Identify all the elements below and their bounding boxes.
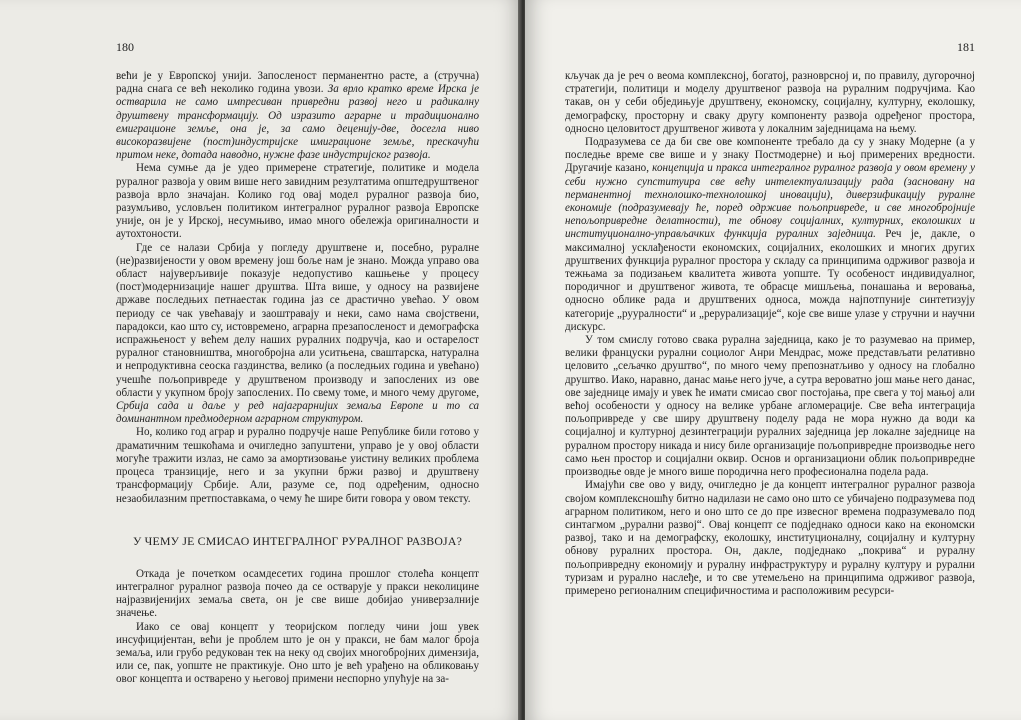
paragraph (116, 426, 479, 505)
text-run: Нема сумње да је удео примерене стратегије, политике и модела руралног развоја у овим више него завидним резултатима општедруштвеног развоја врло значајан. Колико год овај модел руралног развоја био, разумљиво, условљен политиком интегралног руралног развоја Европске уније, он је у Ирској, несумњиво, имао много обележја оригиналности и аутохтоности. (116, 162, 479, 241)
paragraph (565, 136, 975, 334)
text-run: кључак да је реч о веома комплексној, богатој, разноврсној и, по правилу, дугорочној стратегији, политици и моделу друштвеног развоја на руралним подручјима. Као такав, он у себи обједињује друштвену, економску, социјалну, културну, еколошку, демографску, просторну и сваку другу компоненту развоја одређеног простора, односно целовитост друштвеног живота у локалним заједницама на њему. (565, 70, 975, 135)
right-page (525, 0, 1021, 720)
text-run: већи је у Европској унији. Запосленост перманентно расте, а (стручна) радна снага се већ неколико година увози. (116, 70, 479, 96)
text-run: У том смислу готово свака рурална заједница, како је то разумевао на пример, велики француски рурални социолог Анри Мендрас, може представљати релативно целовито „сељачко друштво“, по много чему препознатљиво у односу на глобално друштво. Иако, наравно, данас мање него јуче, а сутра вероватно још мање него данас, ове заједнице имају и увек ће имати смисао свог постојања, пре свега у тој мањој али већој особености у односу на велике урбане агломерације. Све већа интеграција пољопривреде у све ширу друштвену поделу рада не мора нужно да води ка социјалној и културној дезинтеграцији руралних заједница јер локалне заједнице на руралном простору никада и нису биле организације пољопривредне производње него само њен простор и социјални оквир. Основ и организациони облик пољопривредне производње овде је много више породична него професионална подела рада. (565, 334, 975, 479)
paragraph (565, 334, 975, 479)
text-run: Иако се овај концепт у теоријском погледу чини још увек инсуфицијентан, већи је проблем што је он у пракси, не бам малог броја земаља, или грубо редукован тек на неку од својих многобројних димензија, или се, пак, уопште не практикује. Оно што је већ урађено на обликовању овог концепта и остварено у његовој примени неспорно упућује на за- (116, 620, 479, 686)
page-number: 181 (957, 40, 975, 54)
italic-text: За врло кратко време Ирска је остварила не само импресиван привредни развој него и радикалну друштвену трансформацију. Од изразито аграрне и традиционално емиграционе земље, она је, за само деценију-две, досегла ниво високоразвијене (пост)индустријске имиграционе земље, прескачући притом неке, дотада наводно, нужне фазе индустријског развоја. (116, 83, 479, 162)
left-page-body (116, 70, 479, 506)
text-run: Но, колико год аграр и рурално подручје наше Републике били готово у драматичним тешкоћама и очигледно запуштени, управо је у овој области могуће тражити излаз, не само за амортизовање уистину великих проблема процеса транзиције, него и за укупни бржи развој и друштвену трансформацију Србије. Али, разуме се, под одређеним, односно незаобилазним претпоставкама, о чему ће шире бити говора у овом тексту. (116, 426, 479, 505)
text-run: Подразумева се да би све ове компоненте требало да су у знаку Модерне (а у последње време све више и у знаку Постмодерне) и њој примерених вредности. Другачије казано, (565, 136, 975, 175)
italic-text: концепција и пракса интегралног руралног развоја у овом времену у себи нужно супституира све већу интелектуализацију рада (засновану на перманентној технолошко-технолошкој иновацији), диверзификацију руралне економије (подразумевају ће, поред одрживе пољопривреде, и све многобројније непољопривредне делатности), те обнову социјалних, културних, еколошких и институционално-управљачких функција руралних заједница. (565, 162, 975, 241)
left-page-body-after-heading (116, 568, 479, 687)
paragraph (565, 70, 975, 136)
page-number: 180 (116, 40, 134, 54)
paragraph (565, 479, 975, 598)
paragraph (116, 162, 479, 241)
paragraph (116, 70, 479, 162)
text-run: Откада је почетком осамдесетих година прошлог столећа концепт интегралног руралног развоја почео да се остварује у пракси неколицине најразвијенијих земаља света, он је све више добијао универзалније значење. (116, 567, 479, 620)
italic-text: Србија сада и даље у ред најаграрнијих земаља Европе и то са доминантном предмодерном аграрном структуром. (116, 400, 479, 426)
text-run: Имајући све ово у виду, очигледно је да концепт интегралног руралног развоја својом комплексношћу битно надилази не само оно што се убичајено подразумева под аграрном политиком, него и оно што се до пре извесног времена подразумевало под синтагмом „рурални развој“. Овај концепт се подједнако односи како на економски развој, тако и на демографску, еколошку, институционалну, социјалну и културну обнову руралних простора. Он, дакле, подједнако „покрива“ и руралну пољопривредну економију и руралну инфраструктуру и руралну културу и рурални туризам и рурално наслеђе, и то све утемељено на принципима одрживог развоја, примерено регионалним специфичностима и расположивим ресурси- (565, 479, 975, 597)
paragraph (116, 568, 479, 621)
section-heading: У ЧЕМУ ЈЕ СМИСАО ИНТЕГРАЛНОГ РУРАЛНОГ РАЗВОЈА? (132, 533, 463, 548)
paragraph (116, 242, 479, 427)
text-run: Где се налази Србија у погледу друштвене и, посебно, руралне (не)развијености у овом времену још боље нам је знано. Можда управо ова област најуверљивије показује недопустиво кашњење у процесу (пост)модернизације нашег друштва. Шта више, у односу на развијене државе последњих петнаестак година јаз се драстично увећао. У овом периоду се чак увећавају и заоштравају и неки, само нама својствени, парадокси, као што су, истовремено, аграрна презапосленост и демографска испражњеност у већем делу наших руралних подручја, као и остарелост руралног становништва, многобројна али уситњена, сваштарска, натурална и непродуктивна сеоска газдинства, велико (а последњих година и увећано) учешће пољопривреде у друштвеном производу и запослених из ове области у укупном броју запослених. По свему томе, и много чему другоме, (116, 241, 479, 399)
paragraph (116, 621, 479, 687)
right-page-body (565, 70, 975, 598)
text-run: Реч је, дакле, о максималној усклађености економских, социјалних, еколошких и многих других друштвених функција руралног простора у складу са принципима одрживог развоја и тежњама за подизањем квалитета живота уопште. Ту особеност индивидуалног, породичног и друштвеног живота, те обрасце мишљења, понашања и веровања, односно облике рада и друштвених односа, можда најпотпуније синтетизују категорије „рууралности“ и „рерурализације“, које све више улазе у стручни и научни дискурс. (565, 228, 975, 333)
